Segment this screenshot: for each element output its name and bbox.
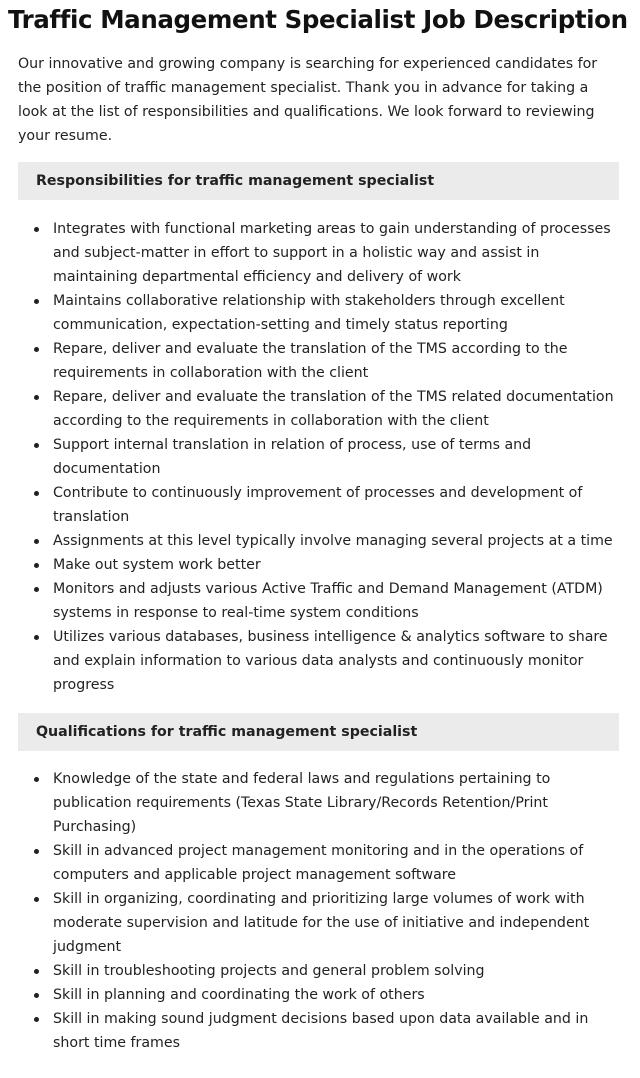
responsibilities-list bbox=[0, 217, 623, 697]
bullet-icon bbox=[34, 539, 39, 544]
bullet-icon bbox=[34, 1017, 39, 1022]
bullet-icon bbox=[34, 635, 39, 640]
qualifications-list bbox=[0, 767, 623, 1055]
page-title: Traffic Management Specialist Job Description bbox=[8, 5, 628, 34]
list-item-text: Skill in planning and coordinating the work of others bbox=[53, 987, 425, 1003]
list-item bbox=[0, 433, 623, 481]
list-item-text: Knowledge of the state and federal laws and regulations pertaining to publication requirements (Texas State Library/Records Retention/Print Purchasing) bbox=[53, 771, 551, 835]
list-item-text: Repare, deliver and evaluate the translation of the TMS according to the requirements in collaboration with the client bbox=[53, 341, 568, 381]
list-item bbox=[0, 529, 623, 553]
bullet-icon bbox=[34, 395, 39, 400]
bullet-icon bbox=[34, 993, 39, 998]
bullet-icon bbox=[34, 227, 39, 232]
list-item bbox=[0, 887, 623, 959]
list-item-text: Skill in advanced project management monitoring and in the operations of computers and applicable project management software bbox=[53, 843, 584, 883]
list-item bbox=[0, 289, 623, 337]
bullet-icon bbox=[34, 969, 39, 974]
bullet-icon bbox=[34, 587, 39, 592]
bullet-icon bbox=[34, 563, 39, 568]
list-item-text: Skill in making sound judgment decisions based upon data available and in short time frames bbox=[53, 1011, 589, 1051]
bullet-icon bbox=[34, 491, 39, 496]
list-item bbox=[0, 553, 623, 577]
bullet-icon bbox=[34, 443, 39, 448]
list-item bbox=[0, 577, 623, 625]
list-item-text: Make out system work better bbox=[53, 557, 261, 573]
bullet-icon bbox=[34, 849, 39, 854]
list-item-text: Skill in organizing, coordinating and prioritizing large volumes of work with moderate supervision and latitude for the use of initiative and independent judgment bbox=[53, 891, 590, 955]
list-item bbox=[0, 1007, 623, 1055]
list-item-text: Utilizes various databases, business intelligence & analytics software to share and explain information to various data analysts and continuously monitor progress bbox=[53, 629, 608, 693]
list-item-text: Integrates with functional marketing areas to gain understanding of processes and subject-matter in effort to support in a holistic way and assist in maintaining departmental efficiency and delivery of work bbox=[53, 221, 611, 285]
list-item bbox=[0, 385, 623, 433]
list-item-text: Assignments at this level typically involve managing several projects at a time bbox=[53, 533, 613, 549]
list-item-text: Skill in troubleshooting projects and general problem solving bbox=[53, 963, 485, 979]
list-item bbox=[0, 959, 623, 983]
list-item bbox=[0, 983, 623, 1007]
list-item-text: Maintains collaborative relationship with stakeholders through excellent communication, expectation-setting and timely status reporting bbox=[53, 293, 565, 333]
bullet-icon bbox=[34, 777, 39, 782]
intro-paragraph: Our innovative and growing company is searching for experienced candidates for the position of traffic management specialist. Thank you in advance for taking a look at the list of responsibilities and qualifications. We look forward to reviewing your resume. bbox=[18, 56, 598, 144]
list-item bbox=[0, 481, 623, 529]
bullet-icon bbox=[34, 299, 39, 304]
responsibilities-heading: Responsibilities for traffic management specialist bbox=[18, 162, 619, 200]
list-item-text: Support internal translation in relation of process, use of terms and documentation bbox=[53, 437, 532, 477]
qualifications-heading: Qualifications for traffic management specialist bbox=[18, 713, 619, 751]
list-item bbox=[0, 625, 623, 697]
list-item-text: Contribute to continuously improvement of processes and development of translation bbox=[53, 485, 583, 525]
list-item-text: Repare, deliver and evaluate the translation of the TMS related documentation according to the requirements in collaboration with the client bbox=[53, 389, 614, 429]
bullet-icon bbox=[34, 897, 39, 902]
list-item-text: Monitors and adjusts various Active Traffic and Demand Management (ATDM) systems in response to real-time system conditions bbox=[53, 581, 603, 621]
bullet-icon bbox=[34, 347, 39, 352]
list-item bbox=[0, 767, 623, 839]
list-item bbox=[0, 217, 623, 289]
list-item bbox=[0, 839, 623, 887]
list-item bbox=[0, 337, 623, 385]
